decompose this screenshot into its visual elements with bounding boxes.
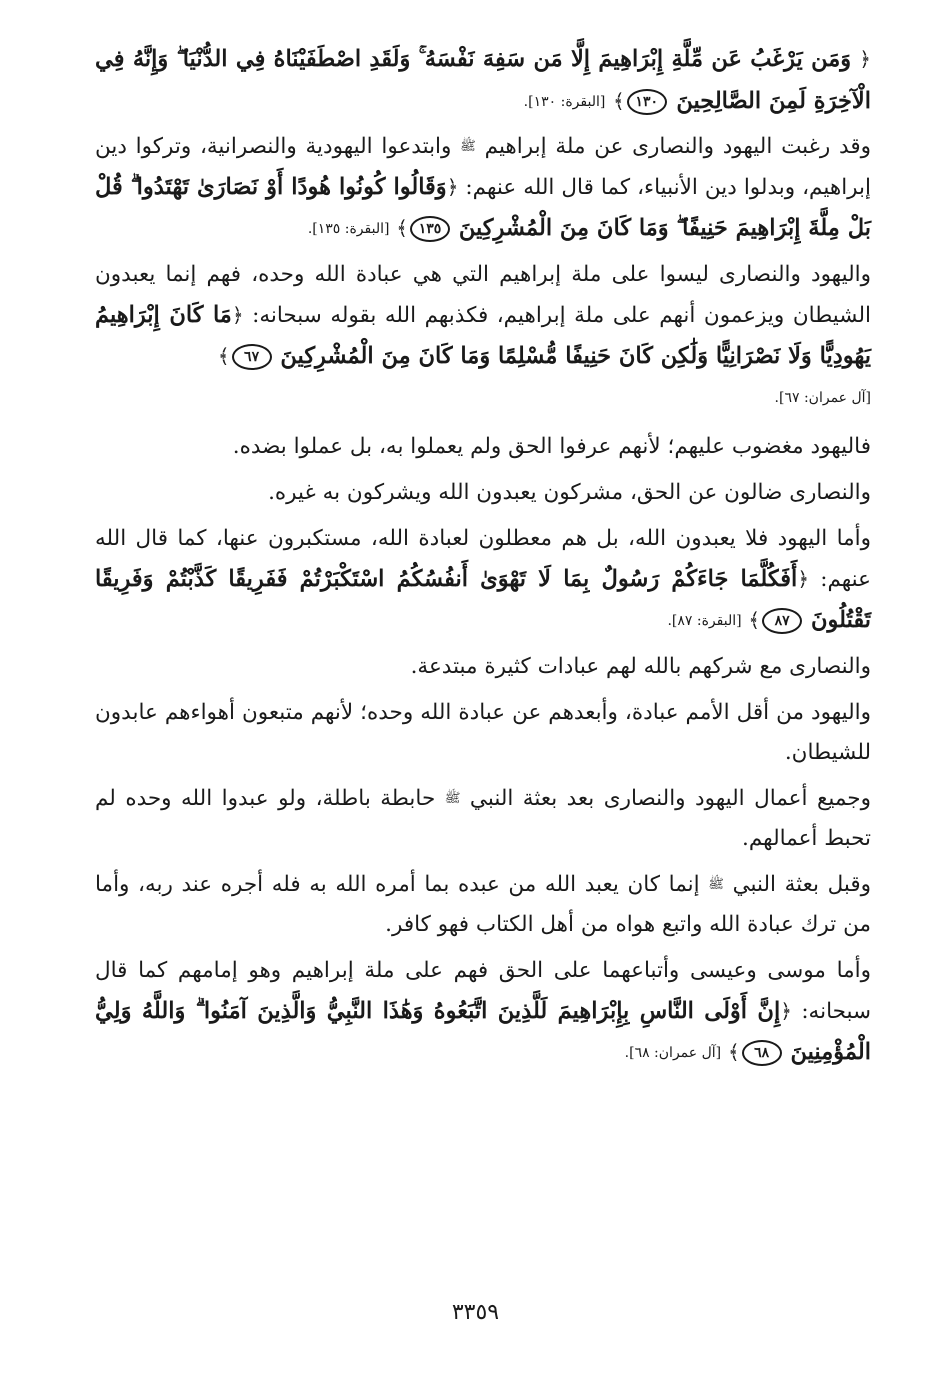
- quran-text: وَقَالُوا كُونُوا هُودًا أَوْ نَصَارَىٰ تَهْتَدُوا ۗ قُلْ بَلْ مِلَّةَ إِبْرَاهِيمَ حَنِيفًا ۖ وَمَا كَانَ مِنَ الْمُشْرِكِينَ: [95, 174, 871, 241]
- paragraph-text: وقد رغبت اليهود والنصارى عن ملة إبراهيم: [484, 134, 871, 159]
- ayah-number-marker: ٦٧: [232, 344, 272, 370]
- verse-reference: [البقرة: ٨٧].: [667, 613, 742, 629]
- paragraph-text: وجميع أعمال اليهود والنصارى بعد بعثة النبي: [469, 786, 871, 811]
- verse-reference: [آل عمران: ٦٧].: [774, 390, 871, 406]
- paragraph-text: واليهود والنصارى ليسوا على ملة إبراهيم التي هي عبادة الله وحده، فهم إنما يعبدون الشيطان ويزعمون أنهم على ملة إبراهيم، فكذبهم الله بقوله سبحانه:: [95, 262, 871, 328]
- quran-text: أَفَكُلَّمَا جَاءَكُمْ رَسُولٌ بِمَا لَا تَهْوَىٰ أَنفُسُكُمُ اسْتَكْبَرْتُمْ فَفَرِيقًا كَذَّبْتُمْ وَفَرِيقًا تَقْتُلُونَ: [95, 566, 871, 633]
- paragraph-7: واليهود من أقل الأمم عبادة، وأبعدهم عن عبادة الله وحده؛ لأنهم متبعون أهواءهم عابدون للشيطان.: [95, 700, 871, 765]
- verse-reference: [البقرة: ١٣٥].: [307, 221, 390, 237]
- quran-open-bracket: ﴿: [446, 175, 459, 199]
- salawat-symbol: ﷺ: [708, 877, 724, 892]
- quran-close-bracket: ﴾: [727, 1040, 740, 1064]
- paragraph-text: إنما كان يعبد الله من عبده بما أمره الله به فله أجره عند ربه، وأما من ترك عبادة الله واتبع هواه من أهل الكتاب فهو كافر.: [95, 872, 871, 937]
- quran-close-bracket: ﴾: [217, 344, 230, 368]
- quran-open-bracket: ﴿: [859, 47, 871, 71]
- paragraph-9: [95, 865, 871, 945]
- ayah-number-marker: ١٣٠: [627, 89, 667, 115]
- paragraph-6: والنصارى مع شركهم بالله لهم عبادات كثيرة مبتدعة.: [410, 654, 871, 679]
- ayah-number-marker: ٨٧: [762, 608, 802, 634]
- paragraph-4: والنصارى ضالون عن الحق، مشركون يعبدون الله ويشركون به غيره.: [268, 480, 871, 505]
- quran-close-bracket: ﴾: [748, 608, 761, 632]
- quran-text: إِنَّ أَوْلَى النَّاسِ بِإِبْرَاهِيمَ لَلَّذِينَ اتَّبَعُوهُ وَهَٰذَا النَّبِيُّ وَالَّذِينَ آمَنُوا ۗ وَاللَّهُ وَلِيُّ الْمُؤْمِنِينَ: [95, 998, 871, 1065]
- verse-reference: [آل عمران: ٦٨].: [624, 1045, 722, 1061]
- paragraph-2: [95, 255, 871, 377]
- ayah-number-marker: ٦٨: [742, 1040, 782, 1066]
- ayah-number-marker: ١٣٥: [410, 216, 450, 242]
- paragraph-text: وأما اليهود فلا يعبدون الله، بل هم معطلون لعبادة الله، مستكبرون عنها، كما قال الله عنهم:: [95, 526, 871, 592]
- quran-open-bracket: ﴿: [231, 303, 244, 327]
- salawat-symbol: ﷺ: [460, 139, 476, 154]
- quran-close-bracket: ﴾: [396, 216, 409, 240]
- verse-reference: [البقرة: ١٣٠].: [523, 94, 606, 110]
- paragraph-3: فاليهود مغضوب عليهم؛ لأنهم عرفوا الحق ولم يعملوا به، بل عملوا بضده.: [232, 434, 871, 459]
- paragraph-10: [95, 951, 871, 1073]
- paragraph-text: وأما موسى وعيسى وأتباعهما على الحق فهم على ملة إبراهيم وهو إمامهم كما قال سبحانه:: [95, 958, 871, 1024]
- quran-close-bracket: ﴾: [612, 89, 625, 113]
- paragraph-8: [95, 779, 871, 859]
- quran-open-bracket: ﴿: [780, 999, 792, 1023]
- quran-open-bracket: ﴿: [797, 567, 810, 591]
- salawat-symbol: ﷺ: [444, 791, 461, 806]
- paragraph-text: وابتدعوا اليهودية والنصرانية، وتركوا دين إبراهيم، وبدلوا دين الأنبياء، كما قال الله عنهم:: [95, 134, 871, 200]
- quran-text: مَا كَانَ إِبْرَاهِيمُ يَهُودِيًّا وَلَا نَصْرَانِيًّا وَلَٰكِن كَانَ حَنِيفًا مُّسْلِمًا وَمَا كَانَ مِنَ الْمُشْرِكِينَ: [95, 302, 871, 369]
- paragraph-1: [95, 127, 871, 249]
- verse-baqarah-130: [95, 38, 871, 123]
- paragraph-text: حابطة باطلة، ولو عبدوا الله وحده لم تحبط أعمالهم.: [95, 786, 871, 851]
- paragraph-text: وقبل بعثة النبي: [732, 872, 872, 897]
- quran-text: وَمَن يَرْغَبُ عَن مِّلَّةِ إِبْرَاهِيمَ إِلَّا مَن سَفِهَ نَفْسَهُ ۚ وَلَقَدِ اصْطَفَيْنَاهُ فِي الدُّنْيَا ۖ وَإِنَّهُ فِي الْآخِرَةِ لَمِنَ الصَّالِحِينَ: [95, 46, 871, 114]
- page-number: ٣٣٥٩: [451, 1300, 500, 1325]
- paragraph-5: [95, 519, 871, 641]
- page-body: [95, 38, 871, 1079]
